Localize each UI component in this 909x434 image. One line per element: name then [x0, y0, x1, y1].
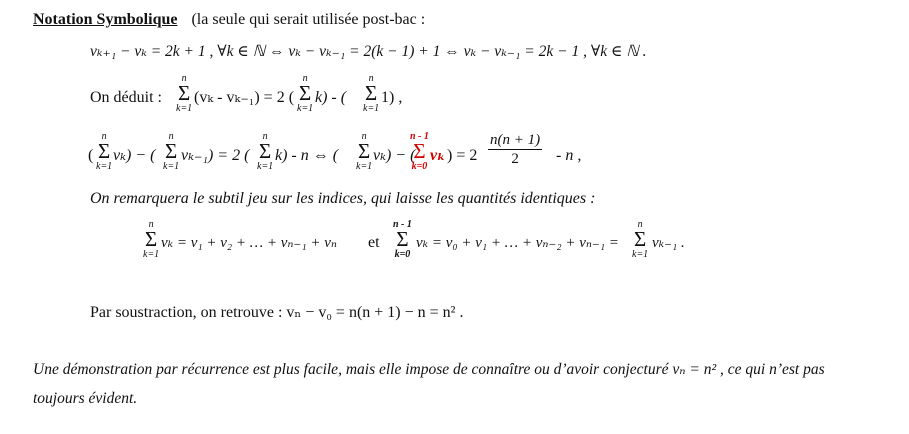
sum-upper: n - 1 — [393, 219, 412, 230]
sigma-icon: Σ — [144, 227, 158, 251]
sigma-icon: Σ — [298, 81, 312, 105]
conclusion-line-2: toujours évident. — [33, 390, 138, 407]
sigma-icon: Σ — [357, 139, 371, 163]
sum-upper: n — [181, 73, 187, 84]
sigma-icon: Σ — [364, 81, 378, 105]
eq-sum-4 — [356, 131, 372, 172]
sigma-icon: Σ — [633, 227, 647, 251]
sigma-icon: Σ — [177, 81, 191, 105]
sum-sign-3 — [363, 73, 379, 114]
sum-upper: n — [368, 73, 374, 84]
identity-et: et — [368, 234, 380, 251]
sigma-icon: Σ — [258, 139, 272, 163]
conclusion-line-1: Une démonstration par récurrence est plus facile, mais elle impose de connaître ou d’avoir conjecturé vₙ = n² , ce qui n’est pas — [33, 361, 825, 378]
id-sum-1 — [143, 219, 159, 260]
eq-term5-after: ) = 2 — [447, 147, 478, 164]
deduit-prefix: On déduit : — [90, 89, 162, 106]
eq-sum-1 — [96, 131, 112, 172]
sum-lower: k=0 — [411, 161, 428, 172]
sigma-icon: Σ — [413, 139, 426, 163]
sigma-icon: Σ — [164, 139, 178, 163]
eq-term5-highlight: vₖ — [430, 147, 446, 164]
sum-lower: k=1 — [143, 249, 160, 260]
eq-open: ( — [88, 147, 94, 164]
deduit-term3: 1) , — [381, 89, 403, 106]
fraction-denominator: 2 — [511, 151, 519, 167]
sum-upper: n — [101, 131, 107, 142]
sum-sign-2 — [297, 73, 313, 114]
eq-term4: vₖ) − ( — [373, 147, 416, 164]
section-heading: Notation Symbolique — [33, 11, 178, 28]
sum-upper: n — [361, 131, 367, 142]
heading-note: (la seule qui serait utilisée post-bac : — [191, 11, 426, 28]
sigma-icon: Σ — [396, 227, 409, 251]
sigma-icon: Σ — [97, 139, 111, 163]
identity-right: vₖ₋₁ . — [652, 235, 685, 251]
remark-text: On remarquera le subtil jeu sur les indices, qui laisse les quantités identiques : — [90, 190, 596, 207]
fraction — [488, 131, 542, 168]
id-sum-3 — [632, 219, 648, 260]
sum-lower: k=1 — [96, 161, 113, 172]
eq-sum-2 — [163, 131, 179, 172]
subtraction-result: Par soustraction, on retrouve : vₙ − v₀ = n(n + 1) − n = n² . — [90, 304, 464, 321]
heading-line — [33, 10, 425, 30]
sum-lower: k=1 — [297, 103, 314, 114]
eq-sum-3 — [257, 131, 273, 172]
sum-upper: n - 1 — [410, 131, 429, 142]
identity-left: vₖ = v₁ + v₂ + … + vₙ₋₁ + vₙ — [161, 235, 337, 251]
sum-upper: n — [148, 219, 154, 230]
fraction-numerator: n(n + 1) — [490, 132, 541, 148]
sum-lower: k=1 — [257, 161, 274, 172]
eq-term2: vₖ₋₁) = 2 ( — [181, 147, 250, 164]
sum-upper: n — [637, 219, 643, 230]
sum-lower: k=1 — [356, 161, 373, 172]
sum-lower: k=1 — [163, 161, 180, 172]
deduit-term1: (vₖ - vₖ₋₁) = 2 ( — [194, 89, 295, 106]
sum-upper: n — [302, 73, 308, 84]
eq-term3: k) - n ⇔ ( — [275, 147, 339, 164]
identity-middle: vₖ = v₀ + v₁ + … + vₙ₋₂ + vₙ₋₁ = — [416, 235, 619, 251]
id-sum-2 — [393, 219, 412, 260]
sum-lower: k=1 — [632, 249, 649, 260]
recurrence-relation: vₖ₊₁ − vₖ = 2k + 1 , ∀k ∈ ℕ ⇔ vₖ − vₖ₋₁ = 2(k − 1) + 1 ⇔ vₖ − vₖ₋₁ = 2k − 1 , ∀k ∈ ℕ . — [90, 43, 647, 60]
sum-upper: n — [262, 131, 268, 142]
sum-lower: k=0 — [394, 249, 411, 260]
sum-upper: n — [168, 131, 174, 142]
sum-lower: k=1 — [363, 103, 380, 114]
eq-tail: - n , — [556, 147, 582, 164]
sum-sign-1 — [176, 73, 192, 114]
eq-sum-5-highlight — [410, 131, 429, 172]
sum-lower: k=1 — [176, 103, 193, 114]
eq-term1: vₖ) − ( — [113, 147, 156, 164]
deduit-term2: k) - ( — [315, 89, 347, 106]
